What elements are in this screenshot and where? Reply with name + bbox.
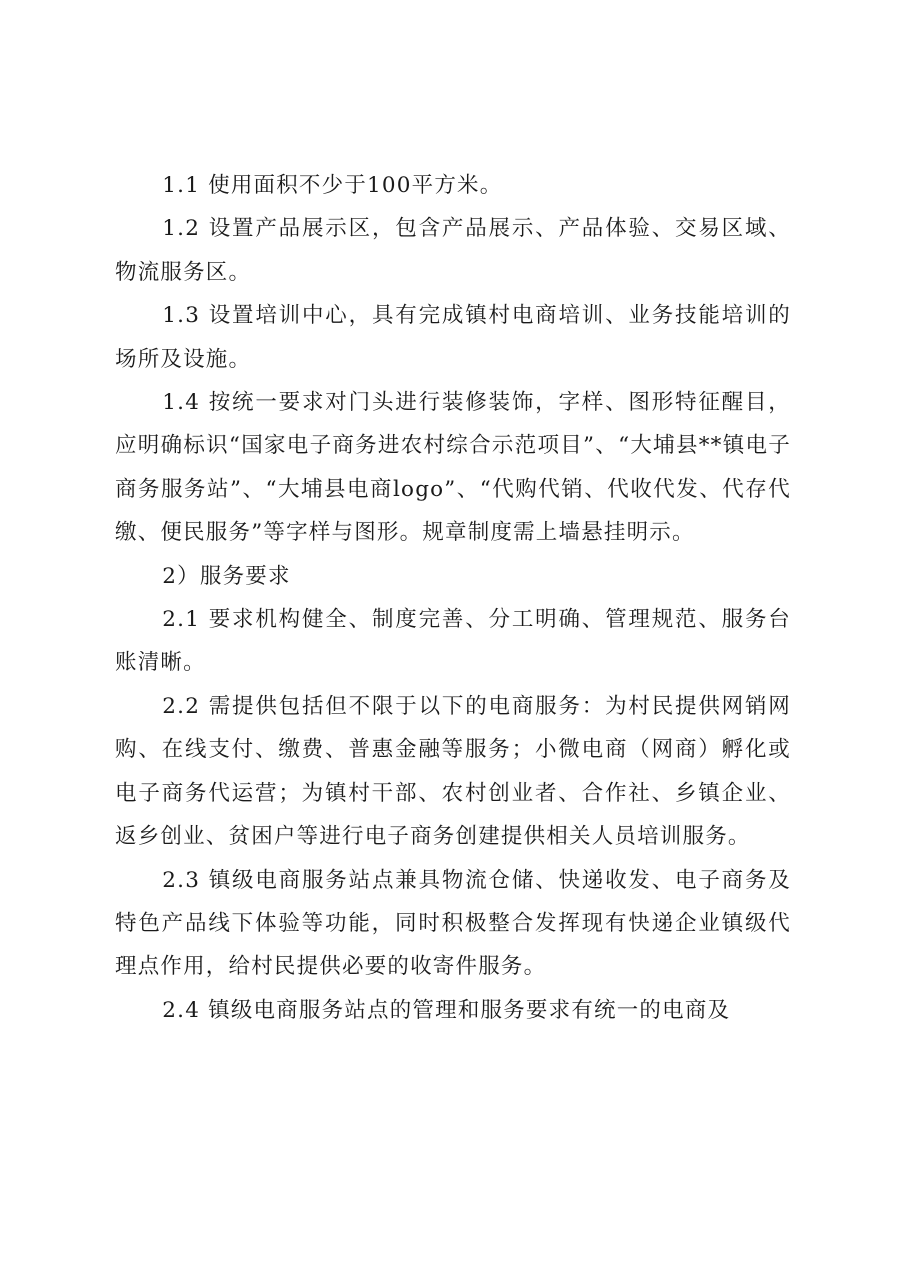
paragraph-1-4: 1.4 按统一要求对门头进行装修装饰，字样、图形特征醒目，应明确标识“国家电子商务进农村综合示范项目”、“大埔县**镇电子商务服务站”、“大埔县电商logo”、“代购代销、代收代发、代存代缴、便民服务”等字样与图形。规章制度需上墙悬挂明示。 [115,390,791,546]
paragraph-2-1: 2.1 要求机构健全、制度完善、分工明确、管理规范、服务台账清晰。 [115,607,791,676]
document-body [115,164,791,1032]
paragraph-1-2: 1.2 设置产品展示区，包含产品展示、产品体验、交易区域、物流服务区。 [115,216,791,285]
section-heading-service-requirements: 2）服务要求 [162,563,291,589]
paragraph-2-3: 2.3 镇级电商服务站点兼具物流仓储、快递收发、电子商务及特色产品线下体验等功能，同时积极整合发挥现有快递企业镇级代理点作用，给村民提供必要的收寄件服务。 [115,867,791,980]
paragraph-1-3: 1.3 设置培训中心，具有完成镇村电商培训、业务技能培训的场所及设施。 [115,303,791,372]
paragraph-2-2: 2.2 需提供包括但不限于以下的电商服务：为村民提供网销网购、在线支付、缴费、普惠金融等服务；小微电商（网商）孵化或电子商务代运营；为镇村干部、农村创业者、合作社、乡镇企业、返乡创业、贫困户等进行电子商务创建提供相关人员培训服务。 [115,693,791,850]
paragraph-1-1: 1.1 使用面积不少于100平方米。 [162,173,503,198]
paragraph-2-4: 2.4 镇级电商服务站点的管理和服务要求有统一的电商及 [162,997,731,1023]
